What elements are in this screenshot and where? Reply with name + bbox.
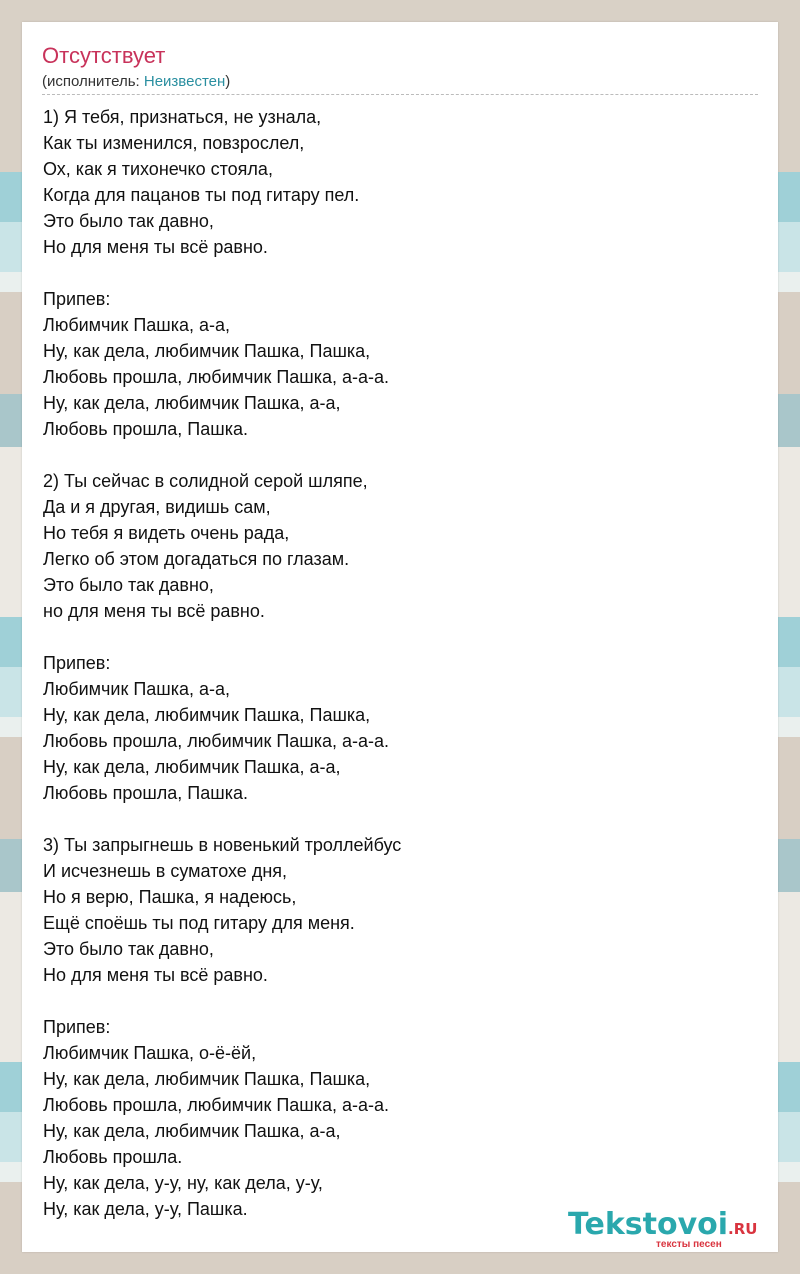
lyrics-line: Ну, как дела, любимчик Пашка, Пашка, bbox=[43, 1069, 371, 1089]
byline-suffix: ) bbox=[225, 73, 231, 90]
lyrics-line: Это было так давно, bbox=[43, 939, 214, 959]
lyrics-line: Ну, как дела, у-у, Пашка. bbox=[43, 1199, 248, 1219]
lyrics-line: И исчезнешь в суматохе дня, bbox=[43, 861, 288, 881]
lyrics-line: Ну, как дела, любимчик Пашка, Пашка, bbox=[43, 705, 371, 725]
logo-tagline: тексты песен bbox=[656, 1239, 722, 1250]
lyrics-line: 3) Ты запрыгнешь в новенький троллейбус bbox=[43, 835, 402, 855]
lyrics-line: Ну, как дела, у-у, ну, как дела, у-у, bbox=[43, 1173, 323, 1193]
lyrics-line: 1) Я тебя, признаться, не узнала, bbox=[43, 107, 322, 127]
lyrics-line: Любовь прошла, Пашка. bbox=[43, 419, 248, 439]
logo-name: Tekstovoi bbox=[568, 1207, 729, 1242]
lyrics-line: Ну, как дела, любимчик Пашка, а-а, bbox=[43, 757, 341, 777]
lyrics-line bbox=[43, 806, 759, 832]
artist-link[interactable]: Неизвестен bbox=[143, 73, 226, 90]
lyrics-line: Но для меня ты всё равно. bbox=[43, 237, 268, 257]
lyrics-card bbox=[22, 22, 778, 1252]
lyrics-line: Как ты изменился, повзрослел, bbox=[43, 133, 305, 153]
logo-tld: .RU bbox=[728, 1220, 758, 1238]
lyrics-line: Когда для пацанов ты под гитару пел. bbox=[43, 185, 360, 205]
lyrics-line: но для меня ты всё равно. bbox=[43, 601, 265, 621]
lyrics-line: Любовь прошла. bbox=[43, 1147, 183, 1167]
lyrics-line: Ну, как дела, любимчик Пашка, Пашка, bbox=[43, 341, 371, 361]
lyrics-line: Но я верю, Пашка, я надеюсь, bbox=[43, 887, 297, 907]
lyrics-line bbox=[43, 988, 759, 1014]
lyrics-line: Ну, как дела, любимчик Пашка, а-а, bbox=[43, 1121, 341, 1141]
lyrics-line: Ну, как дела, любимчик Пашка, а-а, bbox=[43, 393, 341, 413]
lyrics-line bbox=[43, 442, 759, 468]
lyrics-line: Ещё споёшь ты под гитару для меня. bbox=[43, 913, 355, 933]
lyrics-line: Любимчик Пашка, а-а, bbox=[43, 315, 231, 335]
song-title: Отсутствует bbox=[42, 43, 166, 68]
lyrics-line: Да и я другая, видишь сам, bbox=[43, 497, 271, 517]
lyrics-line: Любовь прошла, любимчик Пашка, а-а-а. bbox=[43, 731, 390, 751]
tekstovoi-logo[interactable] bbox=[568, 1208, 778, 1252]
byline-prefix: (исполнитель: bbox=[42, 73, 144, 90]
lyrics-line: Любимчик Пашка, а-а, bbox=[43, 679, 231, 699]
lyrics-line: Любовь прошла, любимчик Пашка, а-а-а. bbox=[43, 1095, 390, 1115]
lyrics-line bbox=[43, 624, 759, 650]
lyrics-line: Но для меня ты всё равно. bbox=[43, 965, 268, 985]
lyrics-line: Ох, как я тихонечко стояла, bbox=[43, 159, 273, 179]
artist-byline bbox=[42, 72, 230, 92]
lyrics-line: Припев: bbox=[43, 289, 111, 309]
lyrics-line: Легко об этом догадаться по глазам. bbox=[43, 549, 350, 569]
lyrics-line: Любовь прошла, любимчик Пашка, а-а-а. bbox=[43, 367, 390, 387]
lyrics-line: 2) Ты сейчас в солидной серой шляпе, bbox=[43, 471, 368, 491]
lyrics-text bbox=[43, 104, 759, 1222]
lyrics-line bbox=[43, 260, 759, 286]
lyrics-line: Припев: bbox=[43, 1017, 111, 1037]
lyrics-line: Это было так давно, bbox=[43, 211, 214, 231]
lyrics-line: Но тебя я видеть очень рада, bbox=[43, 523, 290, 543]
lyrics-line: Любовь прошла, Пашка. bbox=[43, 783, 248, 803]
lyrics-line: Любимчик Пашка, о-ё-ёй, bbox=[43, 1043, 257, 1063]
title-divider bbox=[42, 94, 758, 95]
lyrics-line: Это было так давно, bbox=[43, 575, 214, 595]
lyrics-line: Припев: bbox=[43, 653, 111, 673]
